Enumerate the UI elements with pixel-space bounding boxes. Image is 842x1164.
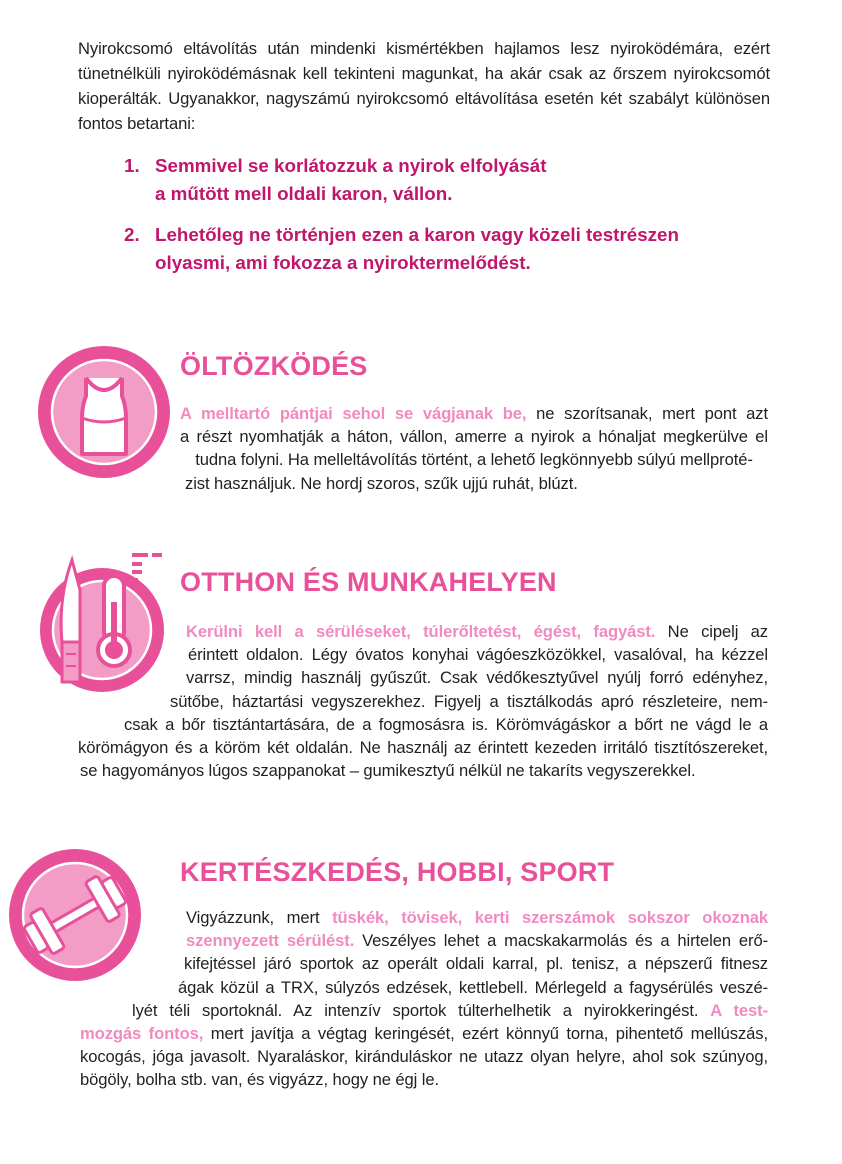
section-title-dressing: ÖLTÖZKÖDÉS [180,351,368,381]
highlight-text: mozgás fontos, [80,1024,204,1044]
rule-text: olyasmi, ami fokozza a nyiroktermelődést. [155,252,531,273]
highlight-text: Kerülni kell a sérüléseket, túlerőltetést, égést, fagyást. [186,622,656,641]
intro-paragraph: Nyirokcsomó eltávolítás után mindenki kismértékben hajlamos lesz nyiroködémára, ezért tünetnélküli nyiroködémásnak kell tekinteni magunkat, ha akár csak az őrszem nyirokcsomót kioperálták. Ugyanakkor, nagyszámú nyirokcsomó eltávolítása esetén két szabályt különösen fontos betartani: [78,39,770,133]
rule-text: Lehetőleg ne történjen ezen a karon vagy közeli testrészen [155,224,679,245]
section-title-home: OTTHON ÉS MUNKAHELYEN [180,567,557,597]
highlight-text: tüskék, tövisek, kerti szerszámok sokszor okoznak [332,908,768,927]
rule-item [124,221,814,277]
tank-top-icon [36,344,172,480]
rule-text: Semmivel se korlátozzuk a nyirok elfolyását [155,155,547,176]
section-body-garden: Vigyázzunk, mert tüskék, tövisek, kerti szerszámok sokszor okoznak szennyezett sérülést. Veszélyes lehet a macskakarmolás és a hirtelen erő- kifejtéssel járó sportok az operált oldali karral, pl. tenisz, a népszerű fitnesz ágak közül a TRX, súlyzós edzések, kettlebell. Mérlegeld a fagysérülés veszé- lyét téli sportoknál. Az intenzív sportok túlterhelhetik a nyirokkeringést. A test- mozgás fontos, mert javítja a végtag keringését, ezért könnyű torna, pihentető mellúszás, kocogás, jóga javasolt. Nyaraláskor, kiránduláskor ne utazz olyan helyre, ahol sok szúnyog, bögöly, bolha stb. van, és vigyázz, hogy ne égj le. [80,908,768,1090]
rule-number: 2. [124,224,140,245]
section-body-home: Kerülni kell a sérüléseket, túlerőltetést, égést, fagyást. Ne cipelj az érintett oldalon. Légy óvatos konyhai vágóeszközökkel, vasalóval, ha kézzel varrsz, mindig használj gyűszűt. Csak védőkesztyűvel nyúlj forró edényhez, sütőbe, háztartási vegyszerekhez. Figyelj a tisztálkodás apró részleteire, nem- csak a bőr tisztántartására, de a fogmosásra is. Körömvágáskor a bőrt ne vágd le a körömágyon és a köröm két oldalán. Ne használj az érintett kezeden irritáló tisztítószereket, se hagyományos lúgos szappanokat – gumikesztyű nélkül ne takaríts vegyszerekkel. [78,622,768,781]
rule-text: a műtött mell oldali karon, vállon. [155,183,453,204]
section-body-dressing: A melltartó pántjai sehol se vágjanak be, ne szorítsanak, mert pont azt a részt nyomhatják a háton, vállon, amerre a nyirok a hónaljat megkerülve el tudna folyni. Ha melleltávolítás történt, a lehető legkönnyebb súlyú mellproté- zist használjuk. Ne hordj szoros, szűk ujjú ruhát, blúzt. [180,404,769,493]
highlight-text: A test- [710,1000,768,1020]
highlight-text: A melltartó pántjai sehol se vágjanak be, [180,404,527,423]
section-title-garden: KERTÉSZKEDÉS, HOBBI, SPORT [180,857,615,887]
rule-number: 1. [124,155,140,176]
highlight-text: szennyezett sérülést. [186,931,355,951]
rule-item [124,152,814,208]
rules-list [124,152,814,290]
